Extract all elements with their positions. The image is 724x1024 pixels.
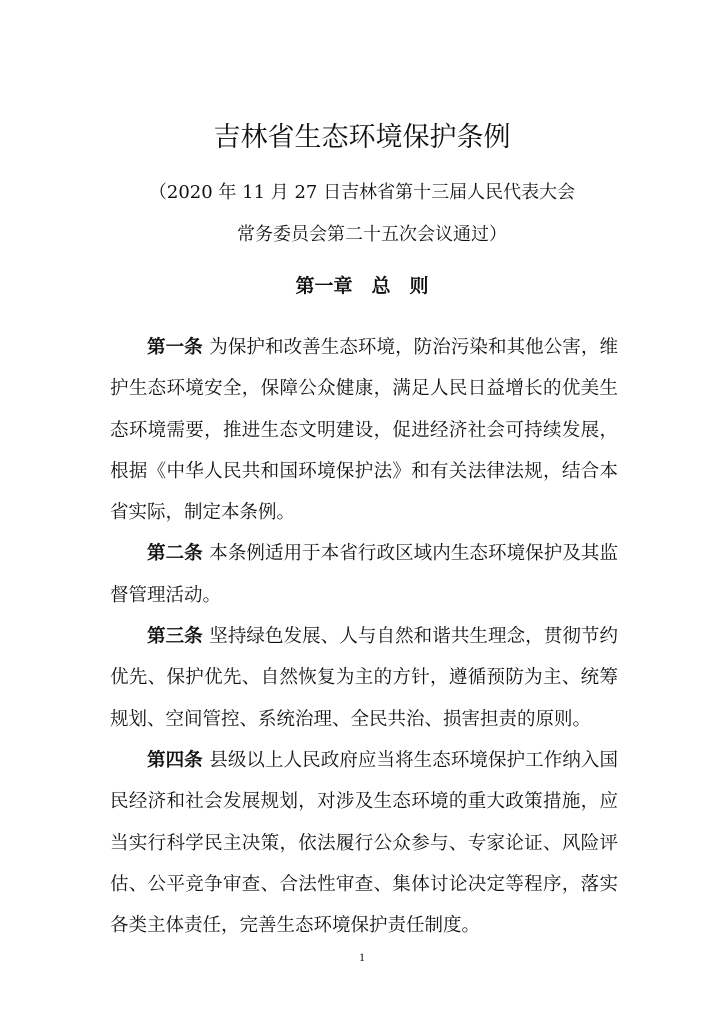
article-text: 本条例适用于本省行政区域内生态环境保护及其监督管理活动。 [110,543,618,606]
article-number: 第一条 [147,337,203,358]
article [110,327,618,533]
article-number: 第二条 [147,543,203,565]
document-body [110,327,618,946]
article-number: 第三条 [147,626,203,648]
article [110,740,618,946]
article [110,533,618,616]
document-title: 吉林省生态环境保护条例 [213,122,511,153]
article-text: 县级以上人民政府应当将生态环境保护工作纳入国民经济和社会发展规划，对涉及生态环境的重大政策措施，应当实行科学民主决策，依法履行公众参与、专家论证、风险评估、公平竞争审查、合法性审查、集体讨论决定等程序，落实各类主体责任，完善生态环境保护责任制度。 [110,749,618,937]
chapter-heading: 第一章 总 则 [295,275,429,297]
page-number: 1 [359,950,365,964]
article-number: 第四条 [147,749,203,771]
adoption-note-line-2: 常务委员会第二十五次会议通过） [237,224,507,245]
adoption-note-line-1: （2020 年 11 月 27 日吉林省第十三届人民代表大会 [148,182,576,203]
article-text: 坚持绿色发展、人与自然和谐共生理念，贯彻节约优先、保护优先、自然恢复为主的方针，遵循预防为主、统筹规划、空间管控、系统治理、全民共治、损害担责的原则。 [110,626,618,730]
article [110,616,618,740]
article-text: 为保护和改善生态环境，防治污染和其他公害，维护生态环境安全，保障公众健康，满足人民日益增长的优美生态环境需要，推进生态文明建设，促进经济社会可持续发展，根据《中华人民共和国环境保护法》和有关法律法规，结合本省实际，制定本条例。 [110,337,618,524]
